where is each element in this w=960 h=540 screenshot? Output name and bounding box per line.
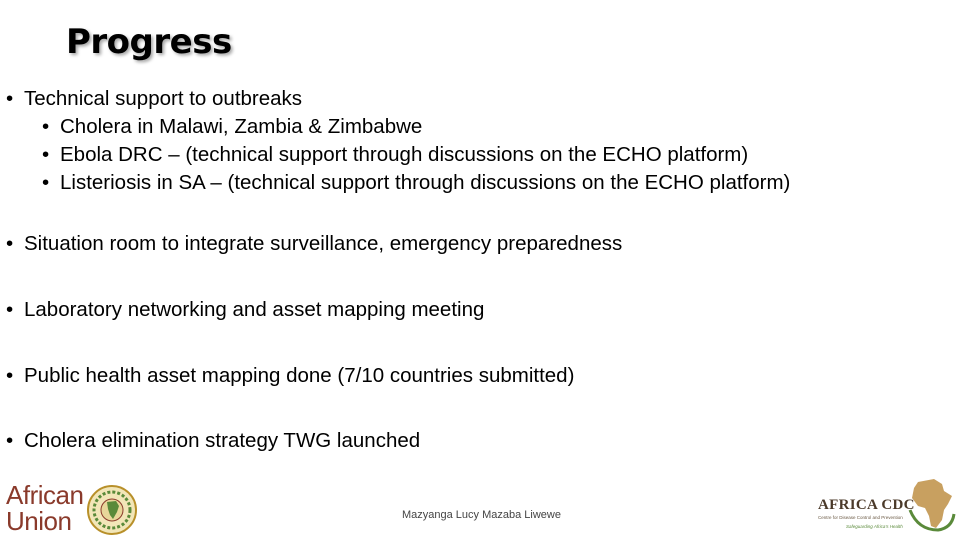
sub-bullet-ebola: [42, 145, 748, 166]
african-union-logo: [6, 482, 138, 536]
bullet-marker: •: [6, 232, 14, 255]
bullet-text: Situation room to integrate surveillance, emergency preparedness: [24, 232, 623, 255]
bullet-technical-support: [6, 89, 302, 110]
africa-cdc-subtitle: Centre for Disease Control and Prevention: [818, 515, 903, 520]
bullet-situation-room: [6, 234, 622, 255]
sub-bullet-listeriosis: [42, 173, 790, 194]
africa-map-icon: [908, 476, 956, 532]
bullet-text: Technical support to outbreaks: [24, 87, 303, 110]
sub-bullet-cholera: [42, 117, 422, 138]
african-union-wordmark: African Union: [6, 480, 84, 536]
bullet-text: Cholera elimination strategy TWG launched: [24, 429, 421, 452]
bullet-text: Laboratory networking and asset mapping meeting: [24, 298, 485, 321]
presenter-name: Mazyanga Lucy Mazaba Liwewe: [402, 509, 561, 521]
bullet-marker: •: [42, 115, 50, 138]
africa-cdc-wordmark: AFRICA CDC: [818, 497, 915, 513]
bullet-marker: •: [42, 143, 50, 166]
bullet-cholera-strategy: [6, 431, 420, 452]
slide-title: Progress: [66, 22, 232, 62]
bullet-marker: •: [6, 364, 14, 387]
bullet-laboratory-networking: [6, 300, 484, 321]
bullet-text: Cholera in Malawi, Zambia & Zimbabwe: [60, 115, 423, 138]
bullet-marker: •: [6, 298, 14, 321]
bullet-marker: •: [42, 171, 50, 194]
africa-cdc-logo: [816, 476, 956, 534]
bullet-text: Ebola DRC – (technical support through discussions on the ECHO platform): [60, 143, 749, 166]
bullet-text: Listeriosis in SA – (technical support through discussions on the ECHO platform): [60, 171, 791, 194]
bullet-asset-mapping: [6, 366, 574, 387]
africa-cdc-tagline: Safeguarding Africa's Health: [846, 524, 903, 529]
bullet-text: Public health asset mapping done (7/10 countries submitted): [24, 364, 575, 387]
bullet-marker: •: [6, 429, 14, 452]
bullet-marker: •: [6, 87, 14, 110]
african-union-emblem-icon: [86, 484, 138, 536]
